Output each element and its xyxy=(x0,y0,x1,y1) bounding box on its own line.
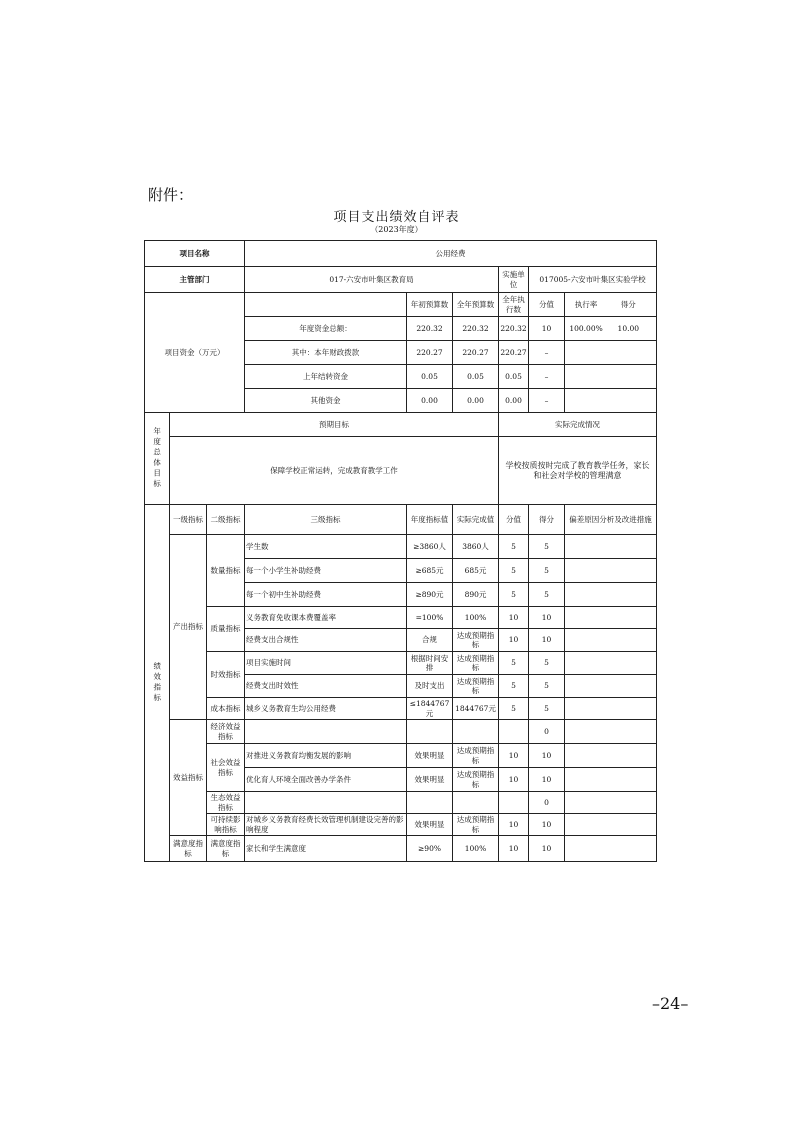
form-title: 项目支出绩效自评表 xyxy=(333,210,460,225)
indicator-target: ≤1844767元 xyxy=(407,698,453,720)
indicator-target: 效果明显 xyxy=(407,768,453,792)
funds-cell: 10 xyxy=(529,317,565,341)
funds-cell: 0.05 xyxy=(407,365,453,389)
level2-economic: 经济效益指标 xyxy=(207,720,245,744)
funds-cell: – xyxy=(529,365,565,389)
indicator-name xyxy=(245,792,407,814)
impl-unit-value: 017005-六安市叶集区实验学校 xyxy=(529,267,657,293)
level2-quantity: 数量指标 xyxy=(207,535,245,607)
indicator-name: 优化育人环境全面改善办学条件 xyxy=(245,768,407,792)
funds-cell: – xyxy=(529,389,565,413)
indicator-header: 实际完成值 xyxy=(453,505,499,535)
indicator-name: 经费支出时效性 xyxy=(245,675,407,698)
funds-cell: 0.05 xyxy=(453,365,499,389)
indicator-note xyxy=(565,720,657,744)
indicator-header: 分值 xyxy=(499,505,529,535)
funds-cell: 0.00 xyxy=(499,389,529,413)
indicator-actual: 达成预期指标 xyxy=(453,768,499,792)
indicator-got: 5 xyxy=(529,652,565,675)
indicator-target: 根据时间安排 xyxy=(407,652,453,675)
indicator-target xyxy=(407,792,453,814)
funds-row-name: 其中：本年财政拨款 xyxy=(245,341,407,365)
level2-cost: 成本指标 xyxy=(207,698,245,720)
indicator-name: 城乡义务教育生均公用经费 xyxy=(245,698,407,720)
indicator-actual: 1844767元 xyxy=(453,698,499,720)
level1-output: 产出指标 xyxy=(170,535,207,720)
indicator-note xyxy=(565,652,657,675)
dept-value: 017-六安市叶集区教育局 xyxy=(245,267,499,293)
indicator-actual: 100% xyxy=(453,607,499,629)
indicator-actual xyxy=(453,792,499,814)
indicator-header: 年度指标值 xyxy=(407,505,453,535)
indicator-name: 对推进义务教育均衡发展的影响 xyxy=(245,744,407,768)
indicator-target: 效果明显 xyxy=(407,814,453,836)
dept-label: 主管部门 xyxy=(145,267,245,293)
indicator-note xyxy=(565,675,657,698)
funds-cell: 0.05 xyxy=(499,365,529,389)
indicator-name: 经费支出合规性 xyxy=(245,629,407,652)
actual-goal-label: 实际完成情况 xyxy=(499,413,657,437)
indicator-score: 5 xyxy=(499,535,529,559)
funds-header: 分值 xyxy=(529,293,565,317)
indicator-header: 得分 xyxy=(529,505,565,535)
indicator-target: =100% xyxy=(407,607,453,629)
indicator-target: ≥3860人 xyxy=(407,535,453,559)
indicator-score: 10 xyxy=(499,836,529,862)
indicator-score: 10 xyxy=(499,607,529,629)
indicator-got: 5 xyxy=(529,698,565,720)
indicator-name: 每一个初中生补助经费 xyxy=(245,583,407,607)
indicator-note xyxy=(565,583,657,607)
indicator-target: ≥90% xyxy=(407,836,453,862)
funds-cell: 220.27 xyxy=(453,341,499,365)
form-year: （2023年度） xyxy=(370,225,423,234)
project-name: 公用经费 xyxy=(245,241,657,267)
funds-cell xyxy=(565,317,657,341)
indicator-got: 10 xyxy=(529,836,565,862)
indicator-name xyxy=(245,720,407,744)
funds-cell xyxy=(565,365,657,389)
indicator-actual: 达成预期指标 xyxy=(453,652,499,675)
indicator-score: 10 xyxy=(499,814,529,836)
indicator-score xyxy=(499,792,529,814)
indicator-note xyxy=(565,792,657,814)
funds-cell: 10.00 xyxy=(617,323,640,333)
funds-header: 执行率 xyxy=(574,299,598,309)
indicator-header: 二级指标 xyxy=(207,505,245,535)
indicator-got: 5 xyxy=(529,675,565,698)
level2-satisfaction: 满意度指标 xyxy=(207,836,245,862)
indicator-got: 5 xyxy=(529,535,565,559)
indicator-score: 10 xyxy=(499,629,529,652)
indicator-name: 家长和学生满意度 xyxy=(245,836,407,862)
indicator-got: 0 xyxy=(529,792,565,814)
funds-cell xyxy=(565,341,657,365)
funds-cell: 220.32 xyxy=(407,317,453,341)
indicator-note xyxy=(565,535,657,559)
level2-sustainable: 可持续影响指标 xyxy=(207,814,245,836)
indicator-target: ≥890元 xyxy=(407,583,453,607)
indicator-note xyxy=(565,814,657,836)
indicator-name: 项目实施时间 xyxy=(245,652,407,675)
indicator-actual: 685元 xyxy=(453,559,499,583)
level2-timeliness: 时效指标 xyxy=(207,652,245,698)
funds-cell: 220.27 xyxy=(407,341,453,365)
project-name-label: 项目名称 xyxy=(145,241,245,267)
funds-row-name: 年度资金总额： xyxy=(245,317,407,341)
indicator-got: 10 xyxy=(529,607,565,629)
indicator-got: 5 xyxy=(529,583,565,607)
funds-header: 年初预算数 xyxy=(407,293,453,317)
indicator-name: 学生数 xyxy=(245,535,407,559)
indicator-actual: 达成预期指标 xyxy=(453,629,499,652)
indicator-note xyxy=(565,559,657,583)
indicator-score: 5 xyxy=(499,559,529,583)
expected-goal: 保障学校正常运转，完成教育教学工作 xyxy=(170,437,499,505)
indicator-score xyxy=(499,720,529,744)
funds-cell: 100.00% xyxy=(569,323,603,333)
page-number: –24– xyxy=(652,994,689,1013)
indicator-actual: 890元 xyxy=(453,583,499,607)
funds-cell: 220.32 xyxy=(499,317,529,341)
funds-label: 项目资金（万元） xyxy=(145,293,245,413)
funds-header: 全年执行数 xyxy=(499,293,529,317)
indicator-header: 偏差原因分析及改进措施 xyxy=(565,505,657,535)
indicator-target: 效果明显 xyxy=(407,744,453,768)
level1-benefit: 效益指标 xyxy=(170,720,207,836)
funds-cell: – xyxy=(529,341,565,365)
funds-cell: 220.32 xyxy=(453,317,499,341)
indicator-actual: 达成预期指标 xyxy=(453,744,499,768)
indicator-actual: 达成预期指标 xyxy=(453,675,499,698)
level2-quality: 质量指标 xyxy=(207,607,245,652)
indicator-score: 10 xyxy=(499,768,529,792)
indicator-actual: 达成预期指标 xyxy=(453,814,499,836)
indicator-target: ≥685元 xyxy=(407,559,453,583)
indicator-got: 10 xyxy=(529,629,565,652)
indicator-score: 5 xyxy=(499,583,529,607)
indicator-actual xyxy=(453,720,499,744)
indicator-got: 10 xyxy=(529,768,565,792)
indicator-score: 5 xyxy=(499,652,529,675)
funds-cell xyxy=(565,389,657,413)
funds-cell: 220.27 xyxy=(499,341,529,365)
indicator-name: 义务教育免收课本费覆盖率 xyxy=(245,607,407,629)
indicator-target xyxy=(407,720,453,744)
indicator-score: 10 xyxy=(499,744,529,768)
indicator-note xyxy=(565,836,657,862)
attachment-label: 附件： xyxy=(148,186,194,204)
indicator-note xyxy=(565,607,657,629)
funds-header: 全年预算数 xyxy=(453,293,499,317)
funds-header-blank xyxy=(245,293,407,317)
self-evaluation-table xyxy=(144,240,657,862)
indicator-got: 10 xyxy=(529,744,565,768)
indicator-score: 5 xyxy=(499,698,529,720)
funds-row-name: 上年结转资金 xyxy=(245,365,407,389)
indicator-name: 对城乡义务教育经费长效管理机制建设完善的影响程度 xyxy=(245,814,407,836)
impl-unit-label: 实施单位 xyxy=(499,267,529,293)
indicator-note xyxy=(565,768,657,792)
funds-header xyxy=(565,293,657,317)
level2-social: 社会效益指标 xyxy=(207,744,245,792)
indicator-score: 5 xyxy=(499,675,529,698)
actual-goal: 学校按质按时完成了教育教学任务，家长和社会对学校的管理满意 xyxy=(499,437,657,505)
funds-header: 得分 xyxy=(620,299,636,309)
indicator-got: 0 xyxy=(529,720,565,744)
indicators-label: 绩效指标 xyxy=(145,505,170,862)
indicator-got: 10 xyxy=(529,814,565,836)
indicator-note xyxy=(565,629,657,652)
funds-cell: 0.00 xyxy=(453,389,499,413)
level1-satisfaction: 满意度指标 xyxy=(170,836,207,862)
indicator-target: 合规 xyxy=(407,629,453,652)
indicator-actual: 3860人 xyxy=(453,535,499,559)
indicator-header: 三级指标 xyxy=(245,505,407,535)
goals-label: 年度总体目标 xyxy=(145,413,170,505)
funds-row-name: 其他资金 xyxy=(245,389,407,413)
funds-cell: 0.00 xyxy=(407,389,453,413)
indicator-name: 每一个小学生补助经费 xyxy=(245,559,407,583)
level2-ecological: 生态效益指标 xyxy=(207,792,245,814)
indicator-got: 5 xyxy=(529,559,565,583)
indicator-actual: 100% xyxy=(453,836,499,862)
expected-goal-label: 预期目标 xyxy=(170,413,499,437)
indicator-target: 及时支出 xyxy=(407,675,453,698)
indicator-header: 一级指标 xyxy=(170,505,207,535)
indicator-note xyxy=(565,698,657,720)
indicator-note xyxy=(565,744,657,768)
